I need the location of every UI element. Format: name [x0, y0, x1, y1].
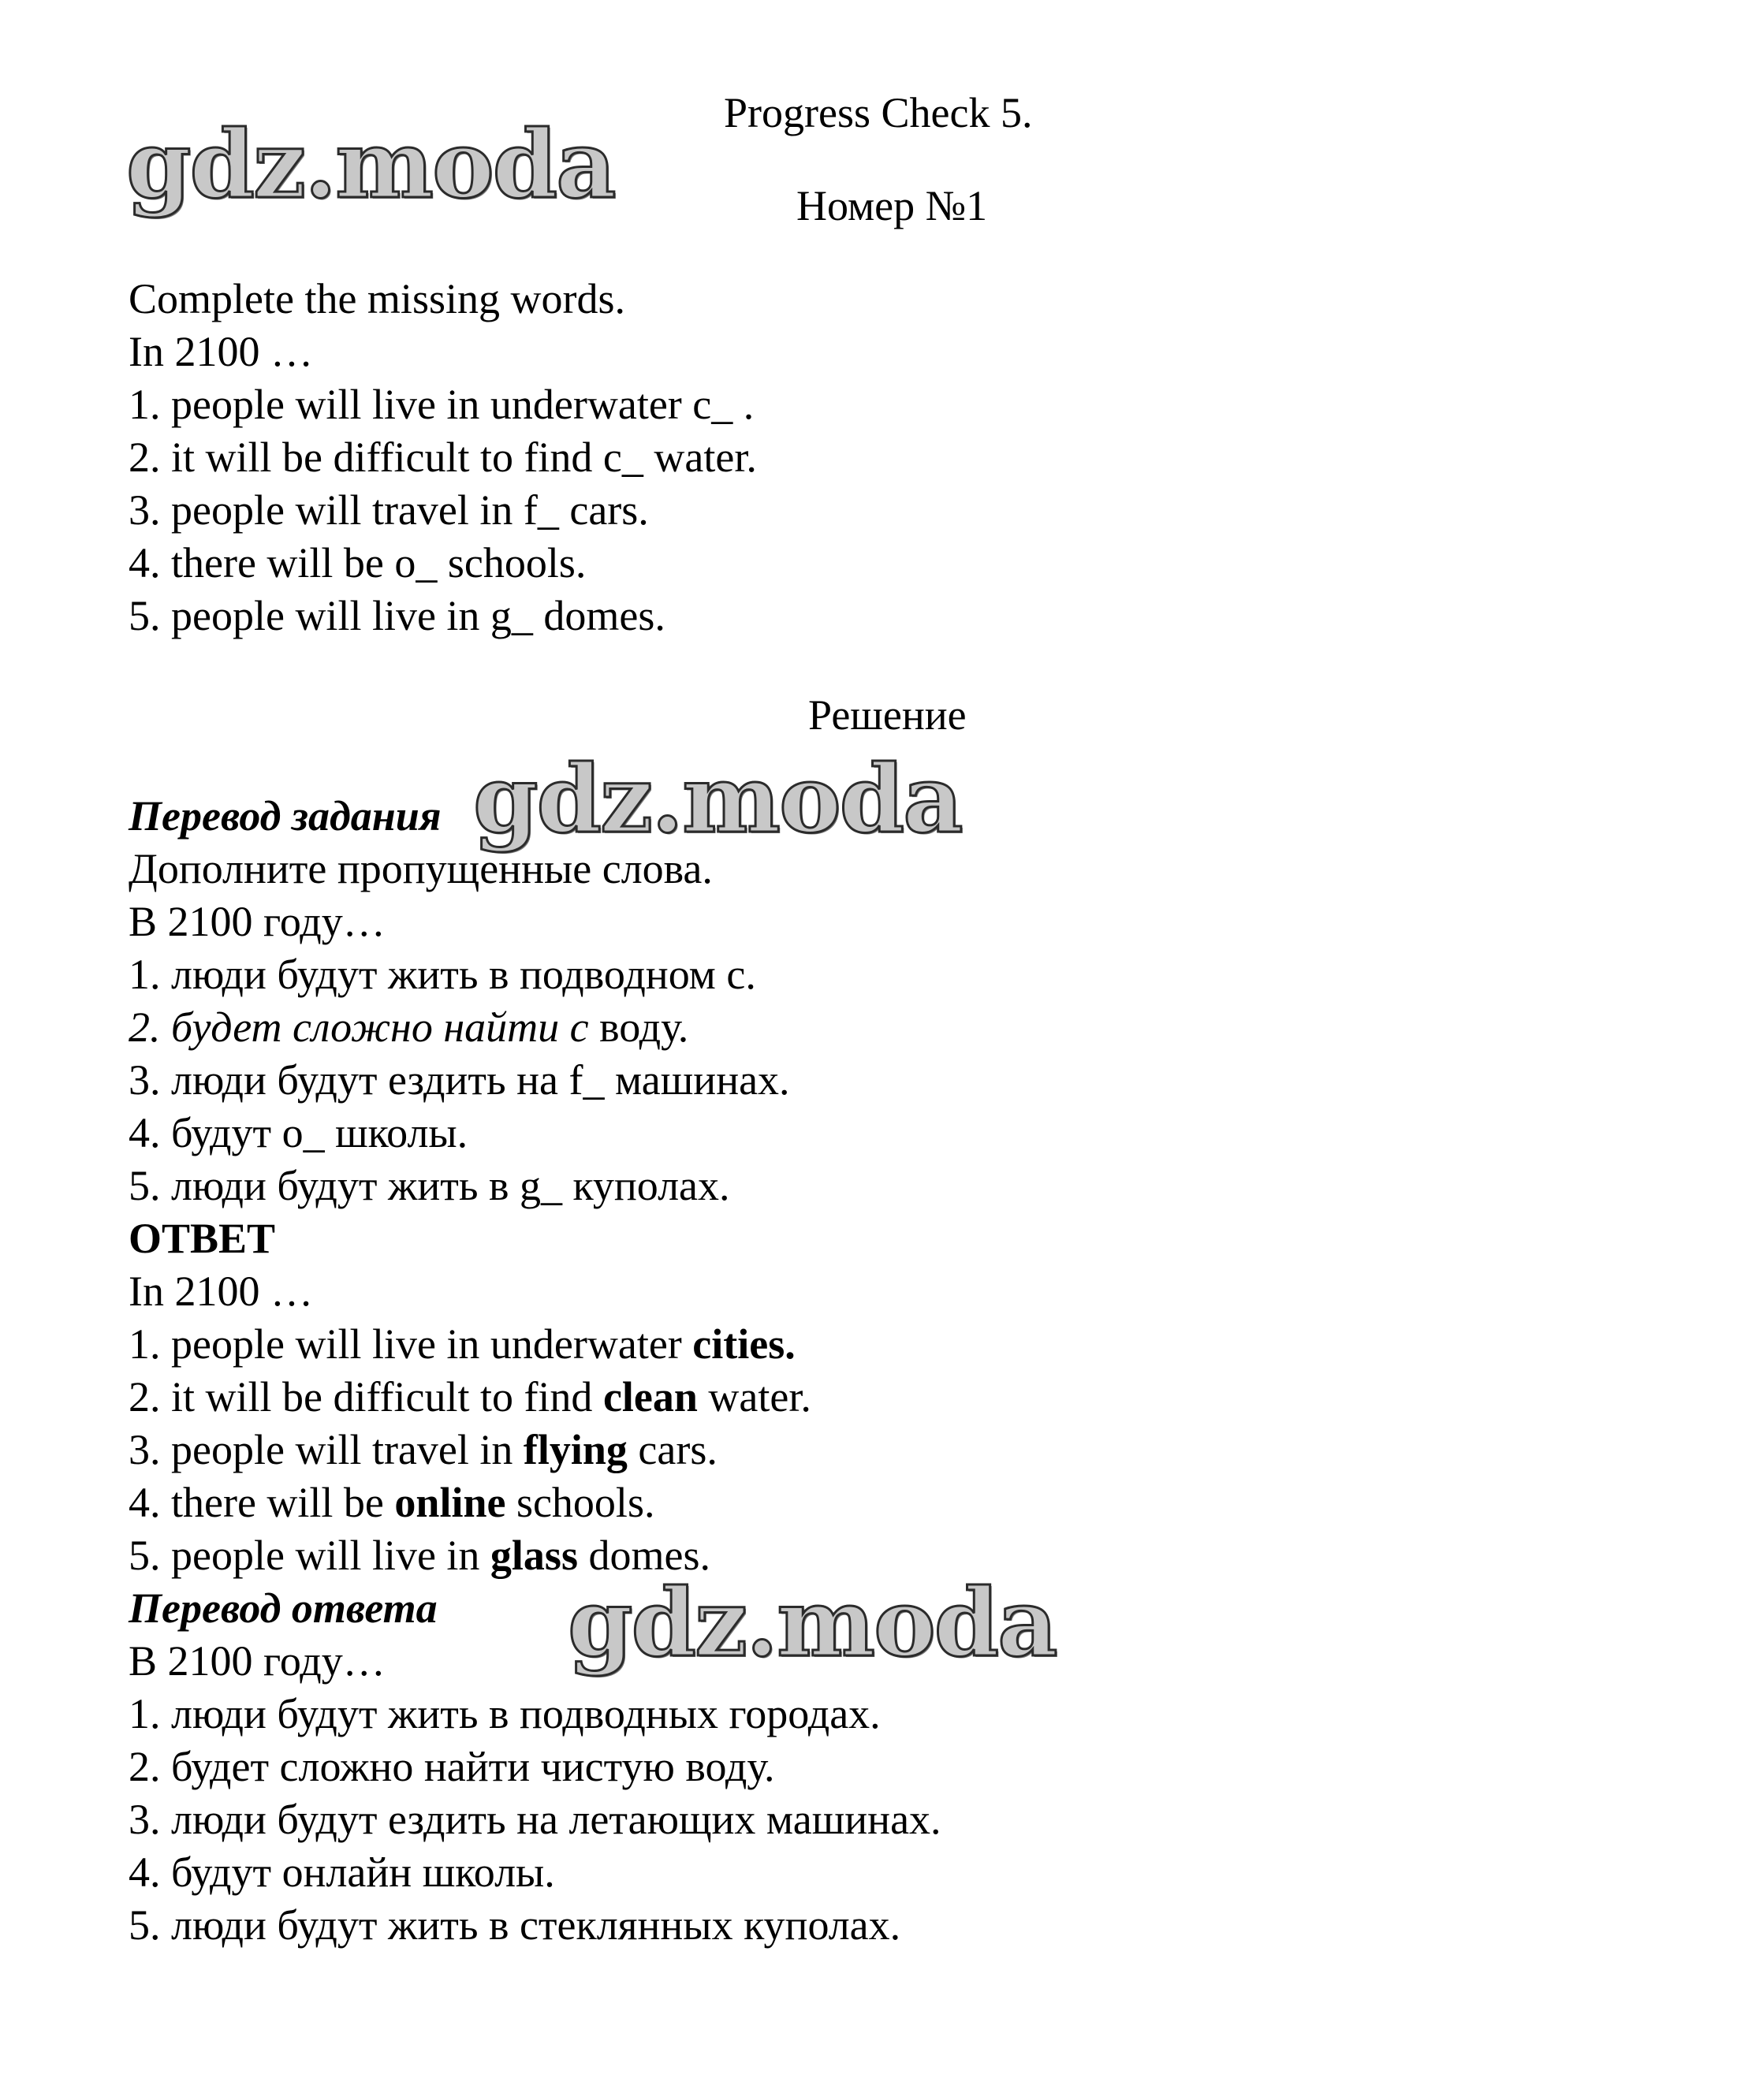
answer-item	[129, 1529, 710, 1581]
answer-item-word: flying	[523, 1426, 628, 1473]
answer-item-word: glass	[490, 1532, 578, 1579]
page-title: Progress Check 5.	[724, 89, 1033, 136]
answer-item-text: 4. there will be	[129, 1479, 395, 1526]
answer-item	[129, 1476, 654, 1528]
task-translation-instruction: Дополните пропущенные слова.	[129, 845, 713, 892]
task-item: 5. people will live in g_ domes.	[129, 592, 665, 639]
task-translation-item: 3. люди будут ездить на f_ машинах.	[129, 1056, 790, 1104]
task-item: 2. it will be difficult to find c_ water.	[129, 434, 757, 481]
task-intro: In 2100 …	[129, 328, 313, 375]
answer-item-word: online	[394, 1479, 506, 1526]
task-translation-item-italic: 2. будет сложно найти с	[129, 1003, 589, 1051]
answer-translation-heading: Перевод ответа	[129, 1584, 438, 1632]
answer-intro: In 2100 …	[129, 1268, 313, 1315]
answer-item-text: 3. people will travel in	[129, 1426, 524, 1473]
answer-translation-item: 1. люди будут жить в подводных городах.	[129, 1690, 881, 1737]
answer-heading: ОТВЕТ	[129, 1215, 276, 1262]
answer-item	[129, 1318, 796, 1370]
task-translation-item: 5. люди будут жить в g_ куполах.	[129, 1162, 730, 1209]
answer-translation-item: 2. будет сложно найти чистую воду.	[129, 1743, 775, 1790]
answer-translation-item: 4. будут онлайн школы.	[129, 1849, 555, 1896]
watermark-logo-middle: gdz.moda	[473, 744, 962, 854]
task-instruction: Complete the missing words.	[129, 275, 625, 322]
task-number: Номер №1	[796, 182, 988, 229]
task-translation-intro: В 2100 году…	[129, 898, 386, 945]
watermark-logo-bottom: gdz.moda	[568, 1568, 1057, 1677]
answer-item-text: water.	[697, 1373, 811, 1420]
answer-item-word: clean	[602, 1373, 698, 1420]
answer-item	[129, 1424, 718, 1476]
task-translation-item-rest: воду.	[588, 1003, 689, 1051]
answer-item-text: 5. people will live in	[129, 1532, 490, 1579]
answer-item-text: schools.	[505, 1479, 655, 1526]
task-item: 3. people will travel in f_ cars.	[129, 486, 649, 534]
watermark-logo-top: gdz.moda	[126, 110, 615, 219]
task-translation-heading: Перевод задания	[129, 792, 442, 840]
answer-translation-item: 3. люди будут ездить на летающих машинах.	[129, 1796, 941, 1843]
answer-item-text: domes.	[577, 1532, 710, 1579]
answer-item	[129, 1371, 811, 1423]
task-translation-item	[129, 1001, 688, 1053]
task-item: 4. there will be o_ schools.	[129, 539, 587, 586]
answer-item-word: cities.	[692, 1320, 796, 1368]
answer-translation-intro: В 2100 году…	[129, 1637, 386, 1685]
answer-item-text: cars.	[627, 1426, 718, 1473]
answer-item-text: 1. people will live in underwater	[129, 1320, 693, 1368]
answer-translation-item: 5. люди будут жить в стеклянных куполах.	[129, 1901, 901, 1949]
task-translation-item: 1. люди будут жить в подводном с.	[129, 951, 756, 998]
answer-item-text: 2. it will be difficult to find	[129, 1373, 603, 1420]
task-item: 1. people will live in underwater c_ .	[129, 381, 755, 428]
task-translation-item: 4. будут о_ школы.	[129, 1109, 468, 1156]
solution-heading: Решение	[808, 691, 967, 739]
